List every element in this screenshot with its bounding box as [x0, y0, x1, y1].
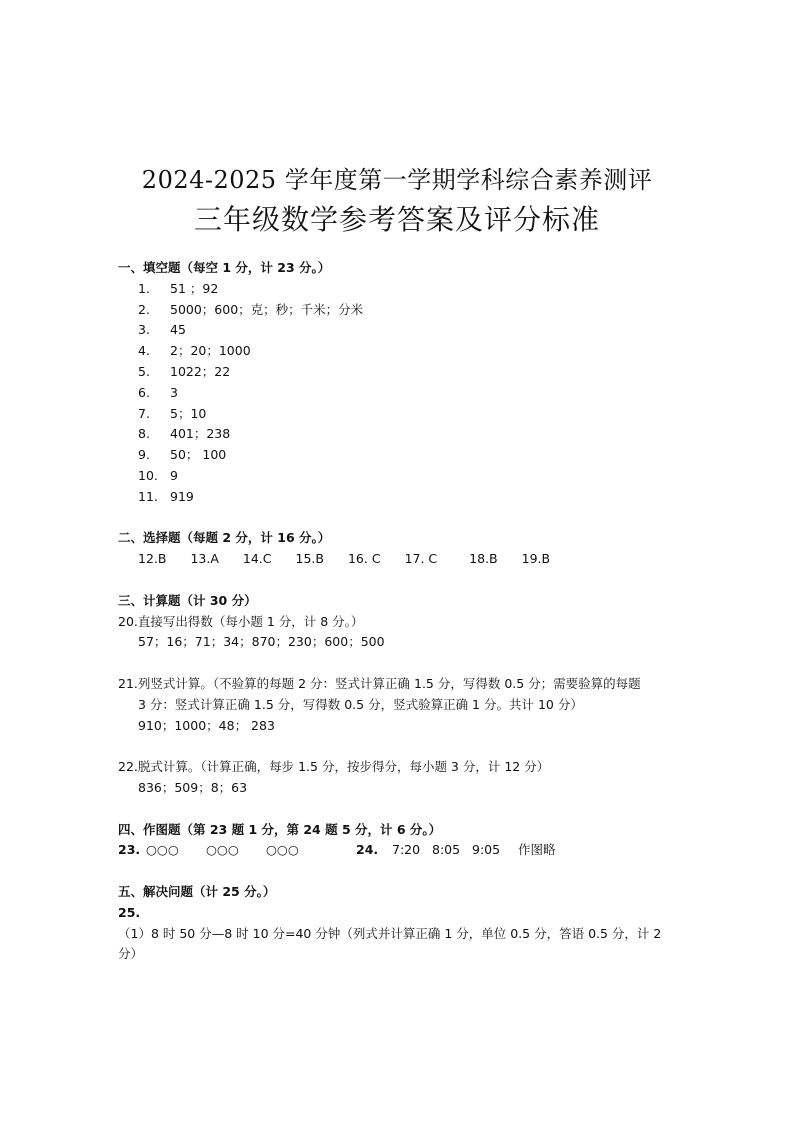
- section1-heading: 一、填空题（每空 1 分，计 23 分。）: [118, 260, 331, 275]
- section2-heading: 二、选择题（每题 2 分，计 16 分。）: [118, 530, 331, 546]
- fill-blank-item: [118, 466, 688, 487]
- document-title-line2: 三年级数学参考答案及评分标准: [193, 203, 600, 236]
- item-answer: 401；238: [170, 426, 231, 442]
- item-number: 8.: [138, 426, 150, 442]
- mc-answer: 13.A: [190, 551, 219, 567]
- item-number: 9.: [138, 447, 150, 463]
- q20-prompt: 20.直接写出得数（每小题 1 分，计 8 分。）: [118, 613, 364, 629]
- fill-blank-item: [118, 487, 688, 508]
- q23-answer-circles: ○○○: [146, 842, 179, 858]
- item-answer: 1022；22: [170, 363, 231, 379]
- fill-blank-item: [118, 320, 688, 341]
- item-answer: 3: [170, 384, 178, 400]
- mc-answer: 19.B: [521, 551, 551, 567]
- fill-blank-item: [118, 341, 688, 362]
- fill-blank-item: [118, 279, 688, 300]
- mc-answer: 16. C: [347, 551, 381, 567]
- section3-heading: 三、计算题（计 30 分）: [118, 592, 257, 608]
- item-answer: 9: [170, 467, 178, 483]
- item-answer: 45: [170, 322, 186, 338]
- q21-prompt-line2: 3 分：竖式计算正确 1.5 分，写得数 0.5 分，竖式验算正确 1 分。共计 10 分）: [138, 696, 583, 712]
- q23-number: 23.: [118, 842, 141, 858]
- q22-answer: 836；509；8；63: [138, 779, 248, 795]
- item-answer: 919: [170, 488, 194, 504]
- fill-blank-item: [118, 300, 688, 321]
- q22-prompt: 22.脱式计算。（计算正确，每步 1.5 分，按步得分，每小题 3 分，计 12 分）: [118, 759, 550, 775]
- q21-prompt-line1: 21.列竖式计算。（不验算的每题 2 分：竖式计算正确 1.5 分，写得数 0.5 分；需要验算的每题: [118, 675, 641, 691]
- item-answer: 5000；600；克；秒；千米；分米: [170, 301, 364, 317]
- fill-blank-item: [118, 424, 688, 445]
- mc-answer: 14.C: [242, 551, 272, 567]
- fill-blank-item: [118, 445, 688, 466]
- q24-drawing-note: 作图略: [518, 842, 556, 858]
- section4-heading: 四、作图题（第 23 题 1 分，第 24 题 5 分，计 6 分。）: [118, 821, 442, 837]
- mc-answer: 12.B: [138, 551, 167, 567]
- item-number: 10.: [138, 467, 158, 483]
- item-number: 2.: [138, 301, 150, 317]
- item-number: 1.: [138, 280, 150, 296]
- item-number: 6.: [138, 384, 150, 400]
- item-answer: 51 ；92: [170, 280, 219, 296]
- q21-answer: 910；1000；48； 283: [138, 717, 275, 733]
- item-number: 11.: [138, 488, 158, 504]
- item-answer: 5；10: [170, 405, 207, 421]
- q25-part1-line2: 分）: [118, 946, 144, 962]
- item-number: 3.: [138, 322, 150, 338]
- item-answer: 50； 100: [170, 447, 227, 463]
- answer-content: [118, 258, 688, 965]
- fill-blank-item: [118, 362, 688, 383]
- mc-answer: 15.B: [295, 551, 324, 567]
- q24-time: 8:05: [432, 842, 461, 858]
- section2-answers: [118, 549, 688, 570]
- q25-number: 25.: [118, 904, 141, 920]
- q20-answer: 57；16；71；34；870；230；600；500: [138, 634, 385, 650]
- q25-part1-line1: （1）8 时 50 分—8 时 10 分=40 分钟（列式并计算正确 1 分，单位 0.5 分，答语 0.5 分，计 2: [118, 925, 662, 941]
- item-number: 5.: [138, 363, 150, 379]
- mc-answer: 17. C: [404, 551, 438, 567]
- item-answer: 2；20；1000: [170, 343, 251, 359]
- fill-blank-item: [118, 383, 688, 404]
- q23-answer-circles: ○○○: [266, 842, 299, 858]
- section1-list: [118, 279, 688, 508]
- mc-answer: 18.B: [469, 551, 498, 567]
- document-title-line1: 2024-2025 学年度第一学期学科综合素养测评: [141, 166, 653, 194]
- fill-blank-item: [118, 404, 688, 425]
- q23-answer-circles: ○○○: [206, 842, 239, 858]
- q24-time: 9:05: [472, 842, 501, 858]
- section4-answers: [118, 840, 688, 861]
- q24-number: 24.: [356, 842, 379, 858]
- item-number: 7.: [138, 405, 150, 421]
- q24-time: 7:20: [392, 842, 421, 858]
- section5-heading: 五、解决问题（计 25 分。）: [118, 883, 276, 899]
- item-number: 4.: [138, 343, 150, 359]
